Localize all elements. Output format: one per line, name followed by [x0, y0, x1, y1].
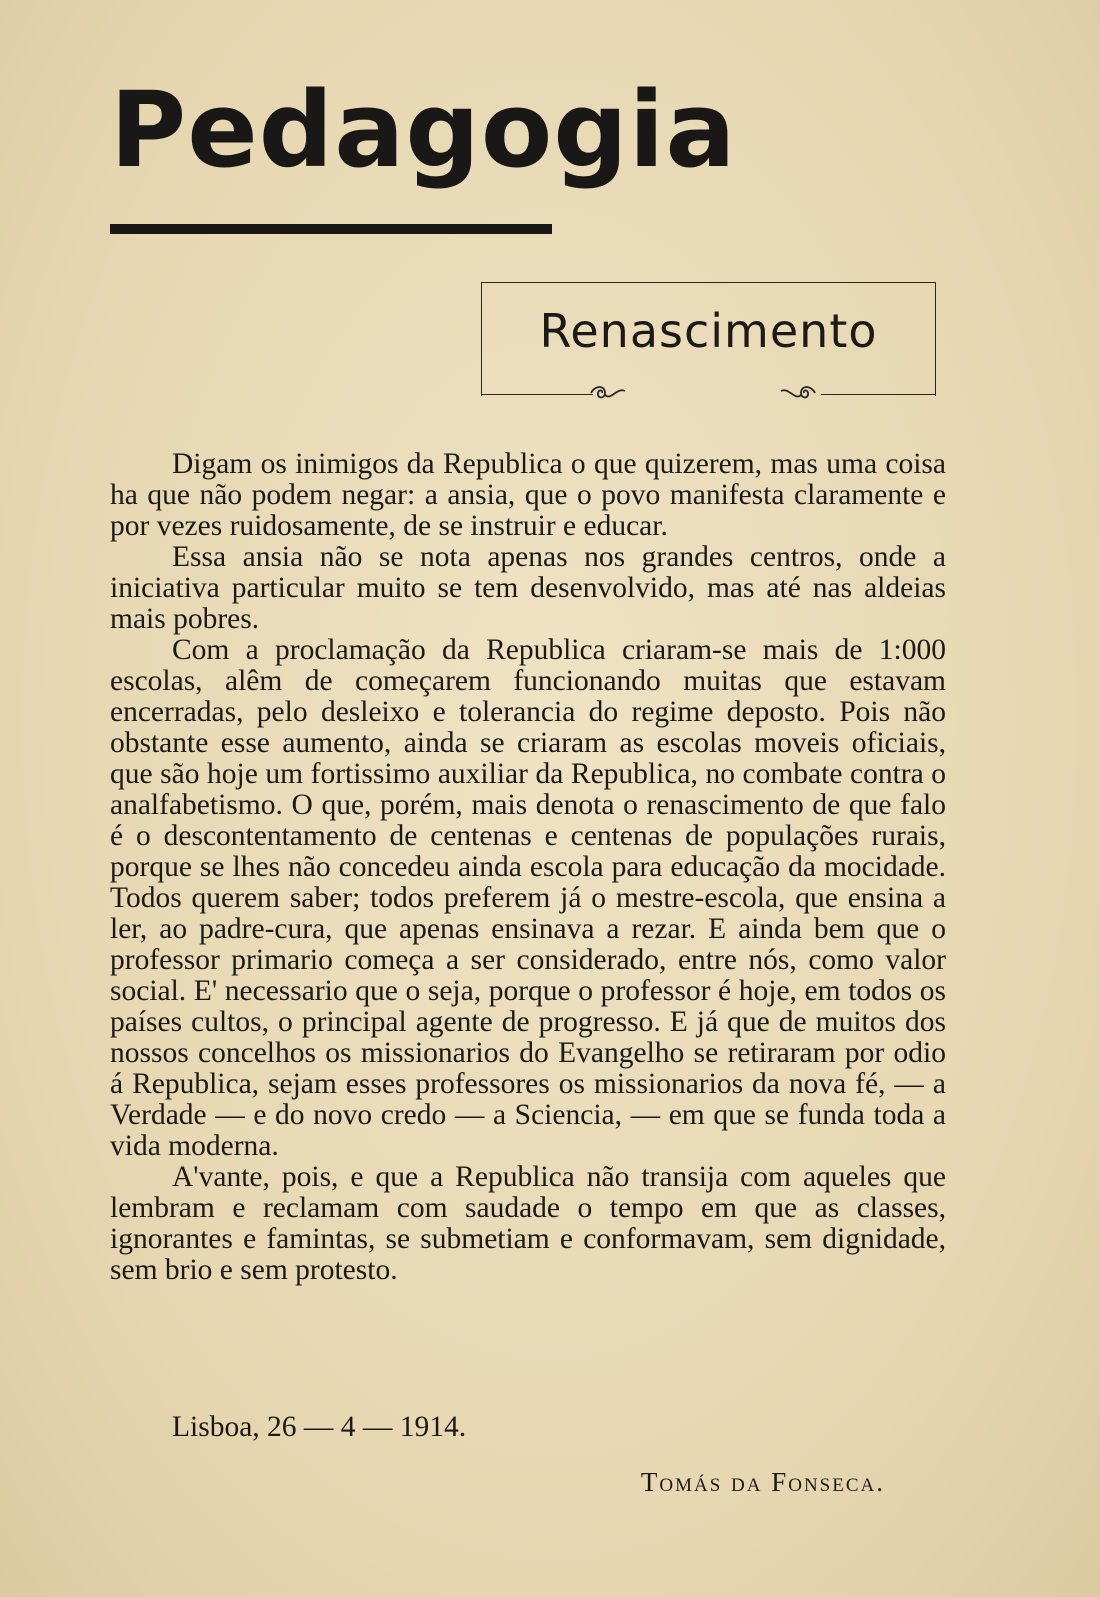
dateline: Lisboa, 26 — 4 — 1914. — [172, 1411, 467, 1443]
article-title-frame — [481, 282, 936, 396]
frame-bottom-left-rule — [481, 394, 593, 395]
article-title: Renascimento — [539, 304, 878, 358]
article-paragraph: A'vante, pois, e que a Republica não transija com aqueles que lembram e reclamam com saudade o tempo em que as classes, ignorantes e famintas, se submetiam e conformavam, sem dignidade, sem brio e sem protesto. — [110, 1161, 946, 1286]
frame-top-rule — [481, 282, 936, 283]
section-title: Pedagogia — [110, 69, 737, 191]
article-body — [110, 449, 946, 1286]
frame-bottom-right-rule — [821, 394, 936, 395]
section-title-underline — [110, 224, 552, 234]
author-signature: Tomás da Fonseca. — [640, 1467, 885, 1497]
article-paragraph: Digam os inimigos da Republica o que quizerem, mas uma coisa ha que não podem negar: a ansia, que o povo manifesta claramente e por vezes ruidosamente, de se instruir e educar. — [110, 448, 946, 542]
flourish-left-icon — [589, 382, 629, 404]
article-paragraph: Com a proclamação da Republica criaram-se mais de 1:000 escolas, alêm de começarem funcionando muitas que estavam encerradas, pelo desleixo e tolerancia do regime deposto. Pois não obstante esse aumento, ainda se criaram as escolas moveis oficiais, que são hoje um fortissimo auxiliar da Republica, no combate contra o analfabetismo. O que, porém, mais denota o renascimento de que falo é o descontentamento de centenas e centenas de populações rurais, porque se lhes não concedeu ainda escola para educação da mocidade. Todos querem saber; todos preferem já o mestre-escola, que ensina a ler, ao padre-cura, que apenas ensinava a rezar. E ainda bem que o professor primario começa a ser considerado, entre nós, como valor social. E' necessario que o seja, porque o professor é hoje, em todos os países cultos, o principal agente de progresso. E já que de muitos dos nossos concelhos os missionarios do Evangelho se retiraram por odio á Republica, sejam esses professores os missionarios da nova fé, — a Verdade — e do novo credo — a Sciencia, — em que se funda toda a vida moderna. — [110, 634, 946, 1162]
article-paragraph: Essa ansia não se nota apenas nos grandes centros, onde a iniciativa particular muito se tem desenvolvido, mas até nas aldeias mais pobres. — [110, 541, 946, 635]
flourish-right-icon — [777, 382, 817, 404]
